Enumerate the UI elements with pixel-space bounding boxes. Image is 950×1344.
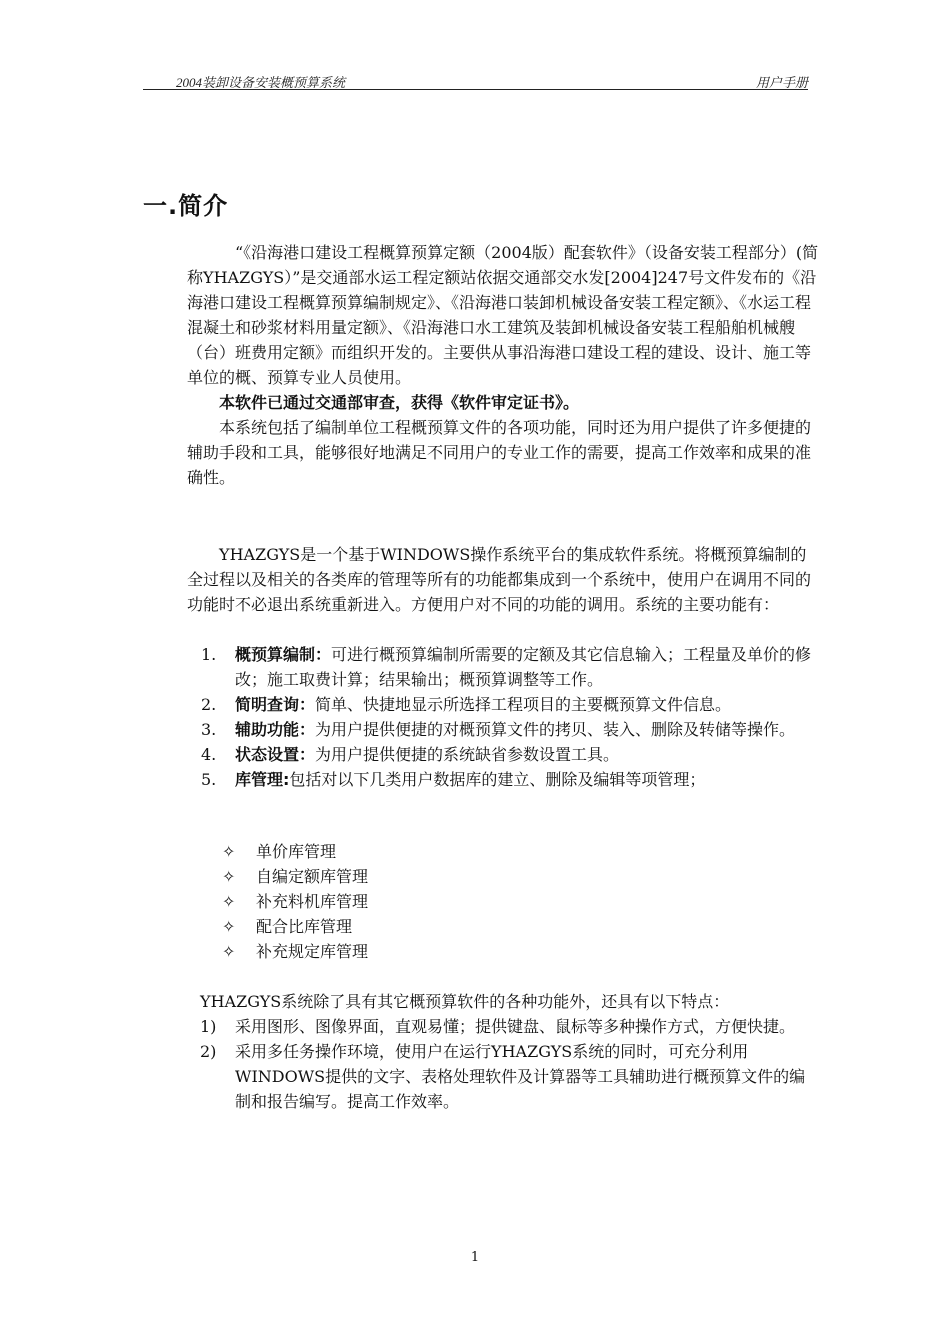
- diamond-bullet-icon: ✧: [222, 867, 236, 886]
- approval-statement: 本软件已通过交通部审查，获得《软件审定证书》。: [219, 393, 580, 412]
- function-item: [187, 642, 819, 692]
- feature-text: 采用多任务操作环境，使用户在运行YHAZGYS系统的同时，可充分利用WINDOWS提供的文字、表格处理软件及计算器等工具辅助进行概预算文件的编制和报告编写。提高工作效率。: [235, 1042, 806, 1111]
- feature-item: [200, 1014, 820, 1039]
- function-term: 概预算编制: [235, 645, 316, 664]
- library-item-label: 自编定额库管理: [256, 867, 369, 886]
- function-number: 2.: [201, 695, 217, 714]
- function-separator: ：: [299, 720, 316, 739]
- function-number: 4.: [201, 745, 217, 764]
- function-number: 5.: [201, 770, 217, 789]
- library-item: [218, 939, 368, 964]
- diamond-bullet-icon: ✧: [222, 942, 236, 961]
- library-item: [218, 914, 368, 939]
- header-manual-label: 用户手册: [755, 75, 808, 90]
- function-item: [187, 742, 819, 767]
- features-intro: YHAZGYS系统除了具有其它概预算软件的各种功能外，还具有以下特点：: [200, 992, 730, 1011]
- feature-text: 采用图形、图像界面，直观易懂；提供键盘、鼠标等多种操作方式，方便快捷。: [235, 1017, 796, 1036]
- function-separator: ：: [299, 745, 316, 764]
- function-desc: 可进行概预算编制所需要的定额及其它信息输入；工程量及单价的修改；施工取费计算；结果输出；概预算调整等工作。: [235, 645, 812, 689]
- intro-paragraph-3: 本系统包括了编制单位工程概预算文件的各项功能，同时还为用户提供了许多便捷的辅助手段和工具，能够很好地满足不同用户的专业工作的需要，提高工作效率和成果的准确性。: [187, 418, 812, 487]
- features-block: [200, 989, 820, 1114]
- function-separator: ：: [315, 645, 332, 664]
- intro-block: [187, 240, 819, 490]
- library-item-label: 补充规定库管理: [256, 942, 369, 961]
- function-desc: 为用户提供便捷的系统缺省参数设置工具。: [315, 745, 620, 764]
- function-number: 1.: [201, 645, 217, 664]
- library-item-label: 配合比库管理: [256, 917, 353, 936]
- feature-item: [200, 1039, 820, 1114]
- function-number: 3.: [201, 720, 217, 739]
- function-term: 辅助功能: [235, 720, 300, 739]
- intro-paragraph-1: “《沿海港口建设工程概算预算定额（2004版）配套软件》（设备安装工程部分）(简称YHAZGYS）”是交通部水运工程定额站依据交通部交水发[2004]247号文件发布的《沿海港口建设工程概算预算编制规定》、《沿海港口装卸机械设备安装工程定额》、《水运工程混凝土和砂浆材料用量定额》、《沿海港口水工建筑及装卸机械设备安装工程船舶机械艘（台）班费用定额》而组织开发的。主要供从事沿海港口建设工程的建设、设计、施工等单位的概、预算专业人员使用。: [187, 243, 819, 387]
- library-list: [218, 839, 368, 964]
- diamond-bullet-icon: ✧: [222, 842, 236, 861]
- header-document-title: 2004装卸设备安装概预算系统: [176, 75, 346, 90]
- function-item: [187, 767, 819, 792]
- library-item: [218, 839, 368, 864]
- function-term: 简明查询: [235, 695, 300, 714]
- function-term: 状态设置: [235, 745, 300, 764]
- function-term: 库管理: [235, 770, 284, 789]
- library-item: [218, 864, 368, 889]
- system-overview: [187, 542, 819, 617]
- feature-number: 2): [200, 1042, 217, 1061]
- intro-paragraph-4: YHAZGYS是一个基于WINDOWS操作系统平台的集成软件系统。将概预算编制的全过程以及相关的各类库的管理等所有的功能都集成到一个系统中，使用户在调用不同的功能时不必退出系统重新进入。方便用户对不同的功能的调用。系统的主要功能有：: [187, 545, 812, 614]
- library-item-label: 单价库管理: [256, 842, 337, 861]
- function-desc: 简单、快捷地显示所选择工程项目的主要概预算文件信息。: [315, 695, 732, 714]
- function-separator: ：: [299, 695, 316, 714]
- function-desc: 为用户提供便捷的对概预算文件的拷贝、装入、删除及转储等操作。: [315, 720, 796, 739]
- library-item-label: 补充料机库管理: [256, 892, 369, 911]
- function-item: [187, 692, 819, 717]
- function-list: [187, 642, 819, 792]
- function-desc: 包括对以下几类用户数据库的建立、删除及编辑等项管理；: [289, 770, 706, 789]
- diamond-bullet-icon: ✧: [222, 917, 236, 936]
- function-item: [187, 717, 819, 742]
- feature-number: 1): [200, 1017, 217, 1036]
- page-number: 1: [470, 1250, 480, 1265]
- section-title: 一.简介: [143, 192, 229, 220]
- function-separator: :: [283, 770, 290, 789]
- header-divider: [143, 89, 808, 90]
- library-item: [218, 889, 368, 914]
- diamond-bullet-icon: ✧: [222, 892, 236, 911]
